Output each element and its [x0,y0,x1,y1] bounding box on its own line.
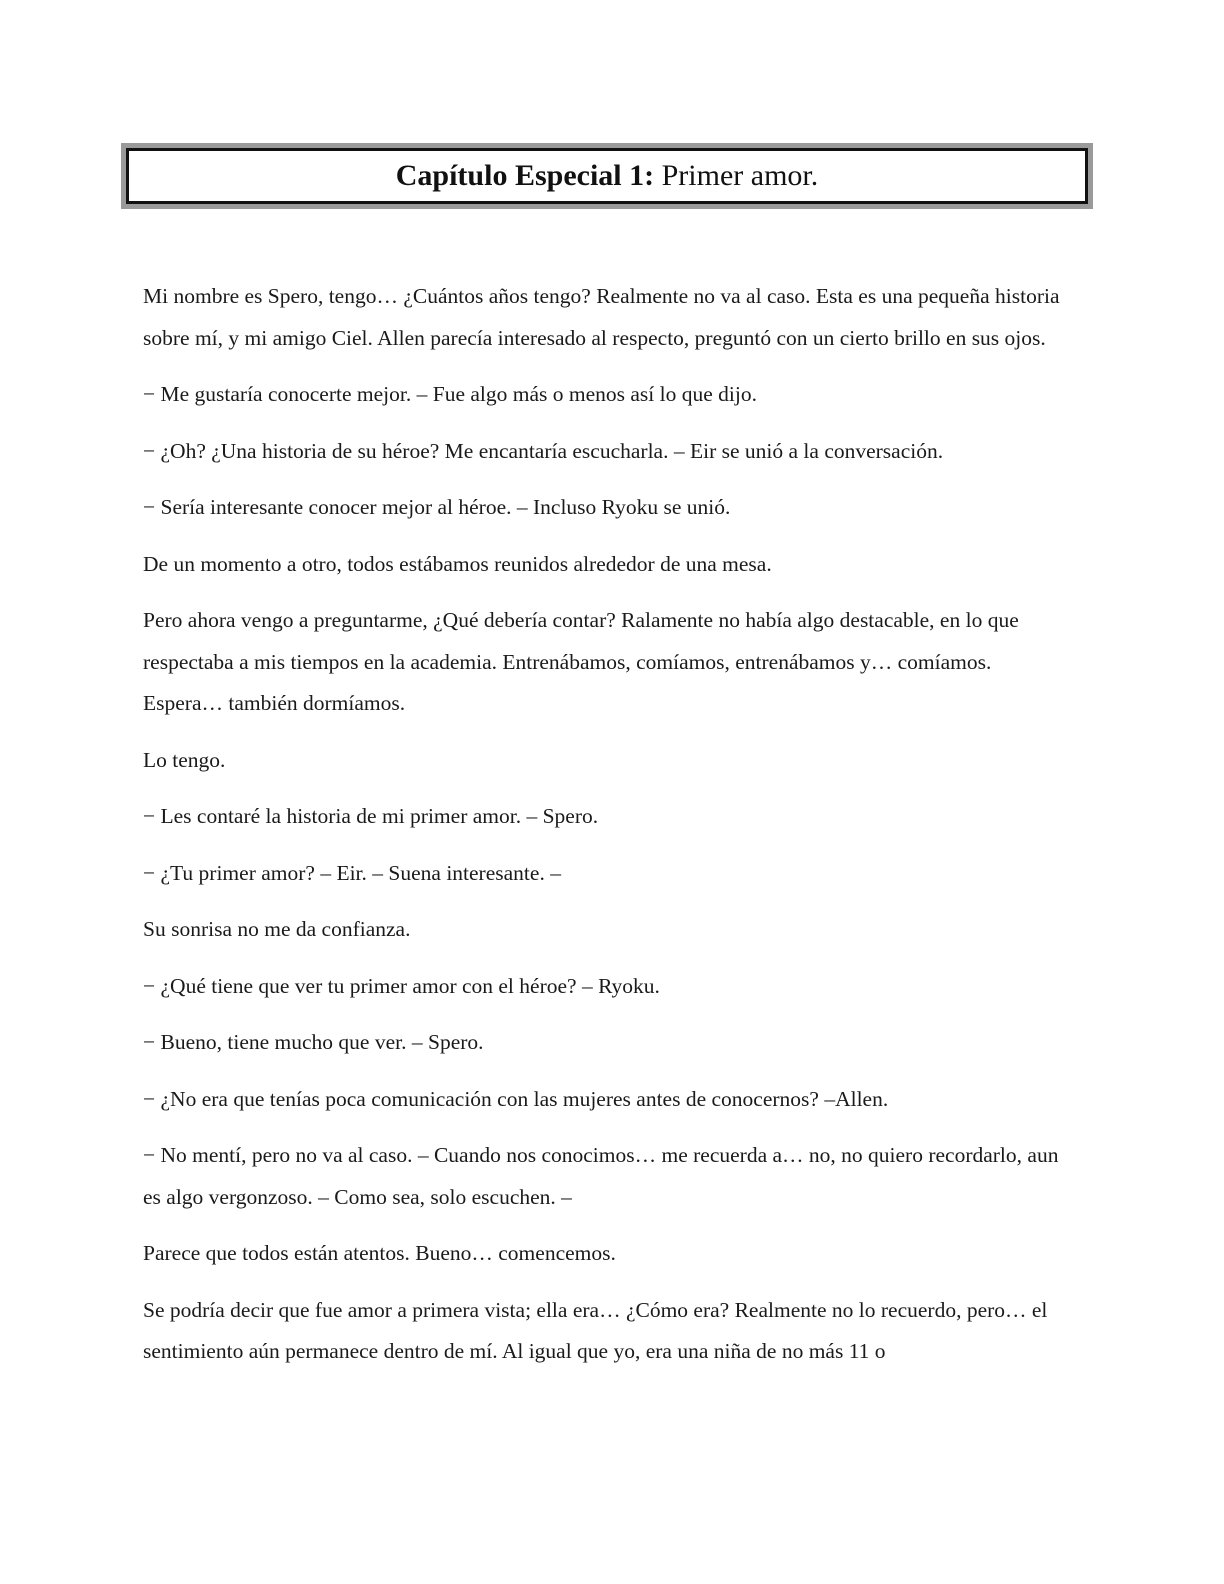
paragraph: Pero ahora vengo a preguntarme, ¿Qué debería contar? Ralamente no había algo destacable, en lo que respectaba a mis tiempos en la academia. Entrenábamos, comíamos, entrenábamos y… comíamos. Espera… también dormíamos. [143,608,1019,715]
paragraph: Mi nombre es Spero, tengo… ¿Cuántos años tengo? Realmente no va al caso. Esta es una pequeña historia sobre mí, y mi amigo Ciel. Allen parecía interesado al respecto, preguntó con un cierto brillo en sus ojos. [143,284,1060,350]
chapter-title [126,148,1088,204]
chapter-body [143,276,1073,1388]
paragraph: − ¿Oh? ¿Una historia de su héroe? Me encantaría escucharla. – Eir se unió a la conversación. [143,438,944,463]
paragraph: Parece que todos están atentos. Bueno… comencemos. [143,1241,616,1265]
paragraph: − ¿No era que tenías poca comunicación con las mujeres antes de conocernos? –Allen. [143,1086,889,1111]
paragraph: − Sería interesante conocer mejor al héroe. – Incluso Ryoku se unió. [143,495,731,519]
chapter-name: Primer amor. [661,159,819,192]
paragraph: − Les contaré la historia de mi primer amor. – Spero. [143,804,599,828]
paragraph: Lo tengo. [143,747,226,772]
paragraph: − ¿Qué tiene que ver tu primer amor con el héroe? – Ryoku. [143,973,660,998]
paragraph: − Me gustaría conocerte mejor. – Fue algo más o menos así lo que dijo. [143,382,757,406]
paragraph: Su sonrisa no me da confianza. [143,917,411,941]
chapter-label: Capítulo Especial 1: [395,159,655,192]
paragraph: De un momento a otro, todos estábamos reunidos alrededor de una mesa. [143,551,772,576]
paragraph: − Bueno, tiene mucho que ver. – Spero. [143,1030,484,1054]
chapter-title-frame [121,143,1093,209]
paragraph: − ¿Tu primer amor? – Eir. – Suena interesante. – [143,860,561,885]
paragraph: − No mentí, pero no va al caso. – Cuando nos conocimos… me recuerda a… no, no quiero recordarlo, aun es algo vergonzoso. – Como sea, solo escuchen. – [143,1143,1059,1209]
paragraph: Se podría decir que fue amor a primera vista; ella era… ¿Cómo era? Realmente no lo recuerdo, pero… el sentimiento aún permanece dentro de mí. Al igual que yo, era una niña de no más 11 o [143,1297,1048,1363]
